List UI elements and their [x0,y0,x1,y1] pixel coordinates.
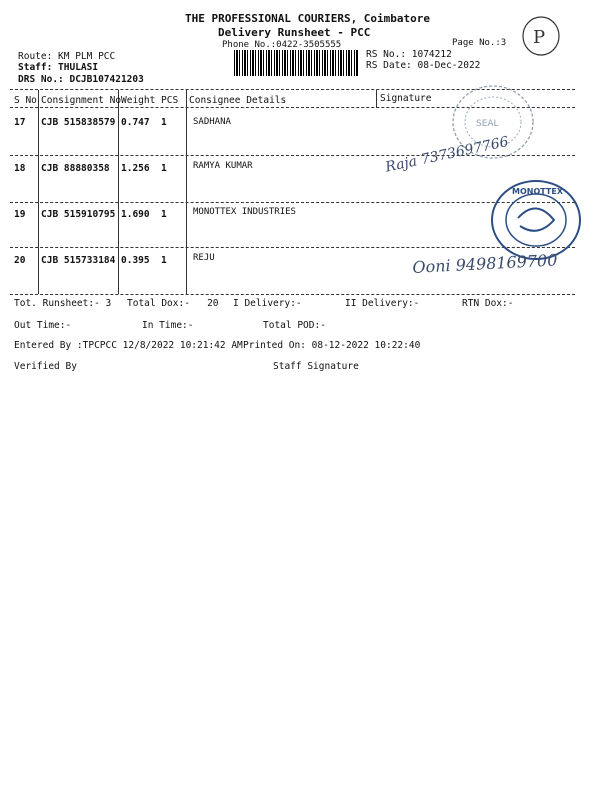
stamp-monottex [488,178,584,262]
row-18-pcs: 1 [161,163,167,174]
row-20-handwritten-signature: Ooni 9498169700 [412,250,558,277]
rs-number: RS No.: 1074212 [366,49,452,60]
col-header-weight: Weight [121,95,156,106]
col-header-pcs: PCS [161,95,179,106]
phone-number: Phone No.:0422-3505555 [222,40,342,50]
rs-date: RS Date: 08-Dec-2022 [366,60,481,71]
col-header-consignment: Consignment No [41,95,122,106]
row-20-consignee: REJU [193,253,215,263]
stamp-monottex-text: MONOTTEX [512,187,563,196]
col-sep [376,90,377,108]
row-20-pcs: 1 [161,255,167,266]
i-delivery: I Delivery:- [233,298,302,309]
page-number: Page No.:3 [452,38,507,48]
rtn-dox: RTN Dox:- [462,298,514,309]
corner-mark-text: P [533,27,546,48]
row-18-consignment: CJB 88880358 [41,163,110,174]
ii-delivery: II Delivery:- [345,298,420,309]
row-19-weight: 1.690 [121,209,150,220]
stamp-seal-1-text: SEAL [476,119,499,129]
row-18-consignee: RAMYA KUMAR [193,161,253,171]
total-pod: Total POD:- [263,320,326,331]
out-time: Out Time:- [14,320,72,331]
row-19-sno: 19 [14,209,26,220]
row-17-weight: 0.747 [121,117,150,128]
row-17-pcs: 1 [161,117,167,128]
row-18-sno: 18 [14,163,26,174]
row-18-weight: 1.256 [121,163,150,174]
table-bottom-line [10,294,575,295]
row-19-consignment: CJB 515910795 [41,209,116,220]
staff: Staff: THULASI [18,62,99,73]
verified-by: Verified By [14,361,77,372]
row-20-sno: 20 [14,255,26,266]
col-sep [38,90,39,294]
col-header-signature: Signature [380,93,432,104]
corner-mark-icon [520,14,562,58]
printed-on: Printed On: 08-12-2022 10:22:40 [243,340,421,351]
col-sep [186,90,187,294]
col-header-sno: S No [14,95,37,106]
col-sep [118,90,119,294]
row-20-consignment: CJB 515733184 [41,255,116,266]
runsheet-title: Delivery Runsheet - PCC [218,26,371,39]
row-19-consignee: MONOTTEX INDUSTRIES [193,207,296,217]
tot-runsheet: Tot. Runsheet:- 3 [14,298,112,309]
row-17-consignment: CJB 515838579 [41,117,116,128]
entered-by: Entered By :TPCPCC 12/8/2022 10:21:42 AM [14,340,243,351]
row-18-handwritten-signature: Raja 7373697766 [384,133,511,176]
total-dox: Total Dox:- 20 [127,298,219,309]
col-header-consignee: Consignee Details [189,95,287,106]
company-name: THE PROFESSIONAL COURIERS, Coimbatore [185,12,431,25]
drs-number: DRS No.: DCJB107421203 [18,74,144,85]
row-19-pcs: 1 [161,209,167,220]
staff-signature: Staff Signature [273,361,359,372]
row-20-weight: 0.395 [121,255,150,266]
route: Route: KM PLM PCC [18,51,116,62]
in-time: In Time:- [142,320,194,331]
row-17-consignee: SADHANA [193,117,231,127]
row-17-sno: 17 [14,117,26,128]
barcode [234,50,358,76]
